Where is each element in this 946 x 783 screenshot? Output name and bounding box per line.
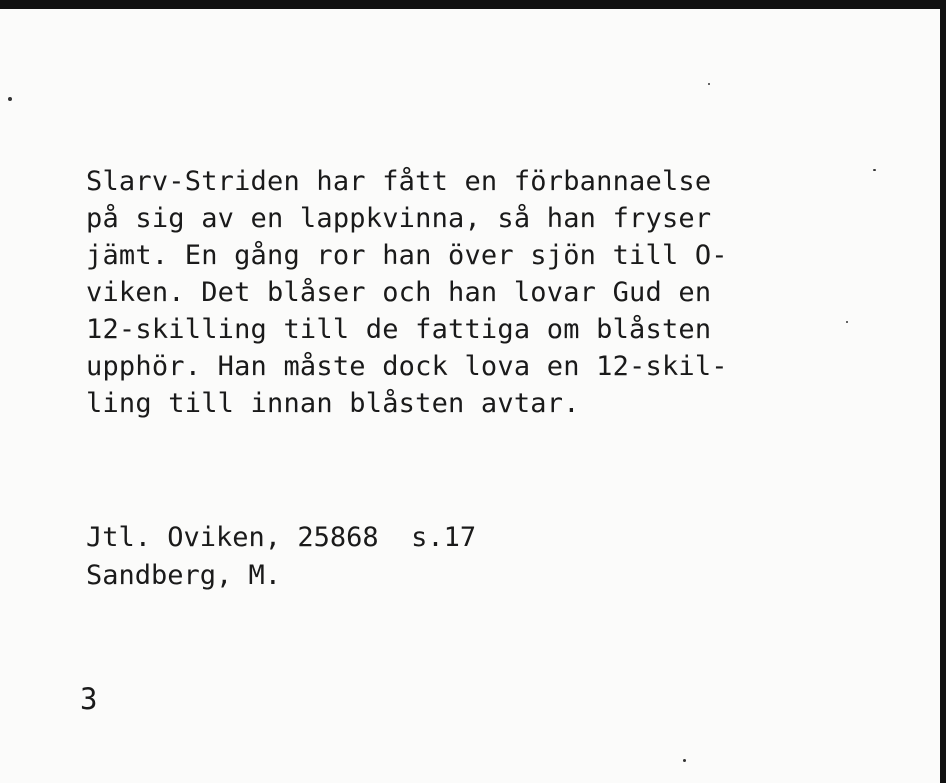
text-line: upphör. Han måste dock lova en 12-skil- (86, 351, 728, 382)
text-line: 12-skilling till de fattiga om blåsten (86, 314, 712, 345)
paper-speck (846, 321, 848, 323)
paper-speck (708, 83, 710, 85)
card-body-text (86, 163, 728, 422)
card-number: 3 (80, 682, 98, 716)
text-line: ling till innan blåsten avtar. (86, 388, 580, 419)
paper-speck (683, 759, 686, 762)
text-line: Slarv-Striden har fått en förbannaelse (86, 166, 712, 197)
text-line: jämt. En gång ror han över sjön till O- (86, 240, 728, 271)
source-reference: Jtl. Oviken, 25868 s.17 (86, 522, 477, 553)
informant-name: Sandberg, M. (86, 560, 282, 591)
text-line: på sig av en lappkvinna, så han fryser (86, 203, 712, 234)
paper-speck (873, 169, 876, 171)
text-line: viken. Det blåser och han lovar Gud en (86, 277, 712, 308)
paper-speck (8, 97, 12, 101)
